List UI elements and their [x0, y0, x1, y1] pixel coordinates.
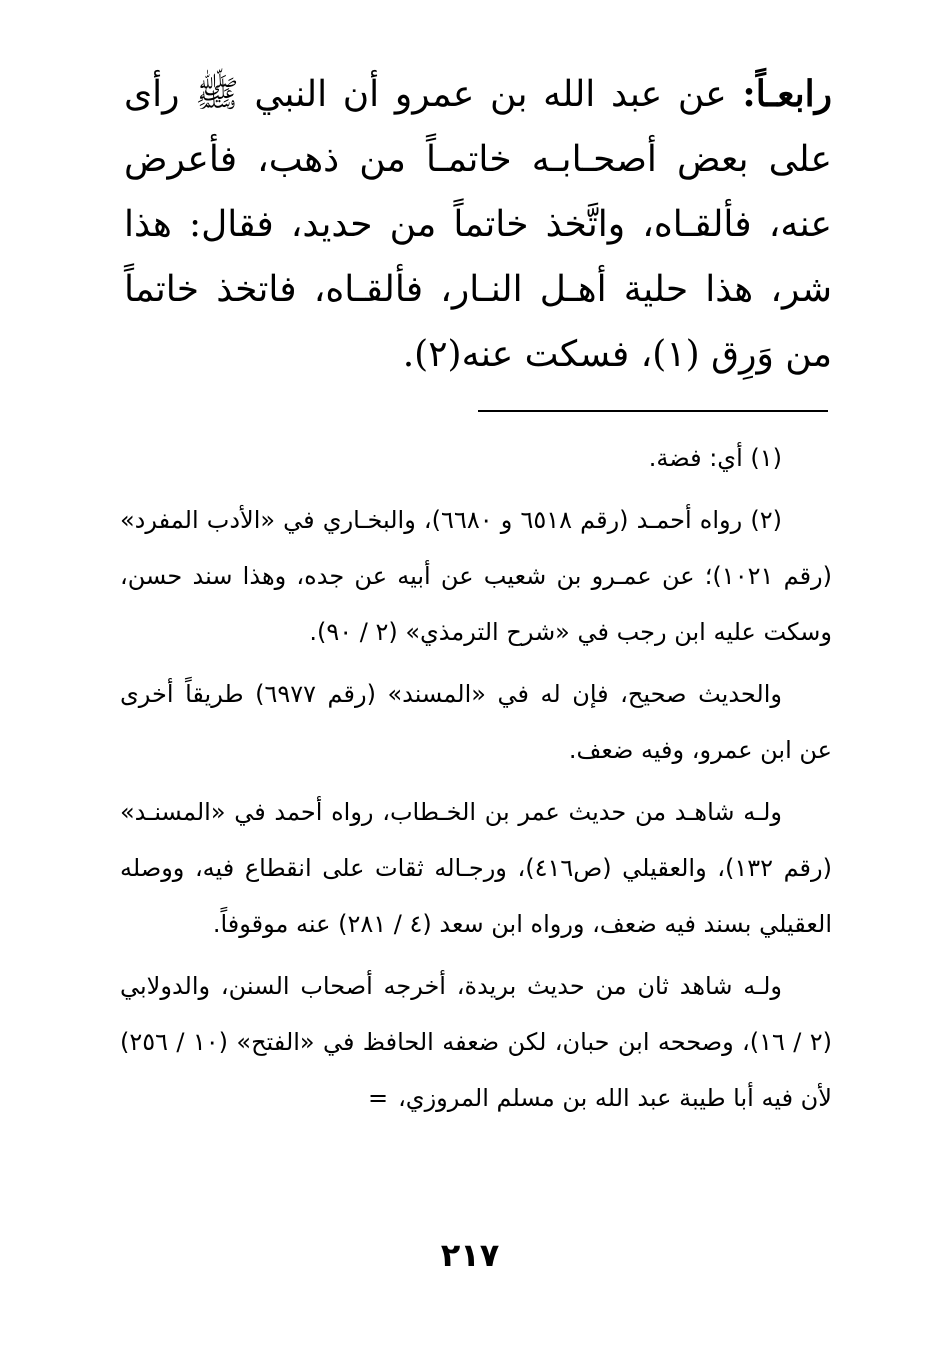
- footnote-1: (١) أي: فضة.: [648, 444, 782, 472]
- page-number: ٢١٧: [440, 1236, 500, 1274]
- footnotes-section: [120, 430, 832, 1132]
- main-text-lead: رابعـاً:: [742, 73, 832, 115]
- main-text-body: عن عبد الله بن عمرو أن النبي ﷺ رأى على بعض أصحـابـه خاتمـاً من ذهب، فأعرض عنه، فألقـاه، واتَّخذ خاتماً من حديد، فقال: هذا شر، هذا حلية أهـل النـار، فألقـاه، فاتخذ خاتماً من وَرِق (١)، فسكت عنه(٢).: [124, 74, 832, 375]
- footnote-2: (٢) رواه أحمـد (رقم ٦٥١٨ و ٦٦٨٠)، والبخـاري في «الأدب المفرد» (رقم ١٠٢١)؛ عن عمـرو بن شعيب عن أبيه عن جده، وهذا سند حسن، وسكت عليه ابن رجب في «شرح الترمذي» (٢ / ٩٠).: [120, 506, 832, 646]
- footnote-paragraph-2: ولـه شاهـد من حديث عمر بن الخـطاب، رواه أحمد في «المسنـد» (رقم ١٣٢)، والعقيلي (ص٤١٦)، ورجـاله ثقات على انقطاع فيه، ووصله العقيلي بسند فيه ضعف، ورواه ابن سعد (٤ / ٢٨١) عنه موقوفاً.: [120, 798, 832, 938]
- continuation-mark: =: [367, 1084, 389, 1112]
- footnote-paragraph-1: والحديث صحيح، فإن له في «المسند» (رقم ٦٩٧٧) طريقاً أخرى عن ابن عمرو، وفيه ضعف.: [120, 680, 832, 764]
- main-text: [124, 62, 832, 387]
- footnote-separator: [478, 410, 828, 412]
- footnote-paragraph-3: [120, 958, 832, 1126]
- footnote-paragraph-3-text: ولـه شاهد ثان من حديث بريدة، أخرجه أصحاب السنن، والدولابي (٢ / ١٦)، وصححه ابن حبان، لكن ضعفه الحافظ في «الفتح» (١٠ / ٢٥٦) لأن فيه أبا طيبة عبد الله بن مسلم المروزي،: [120, 972, 833, 1112]
